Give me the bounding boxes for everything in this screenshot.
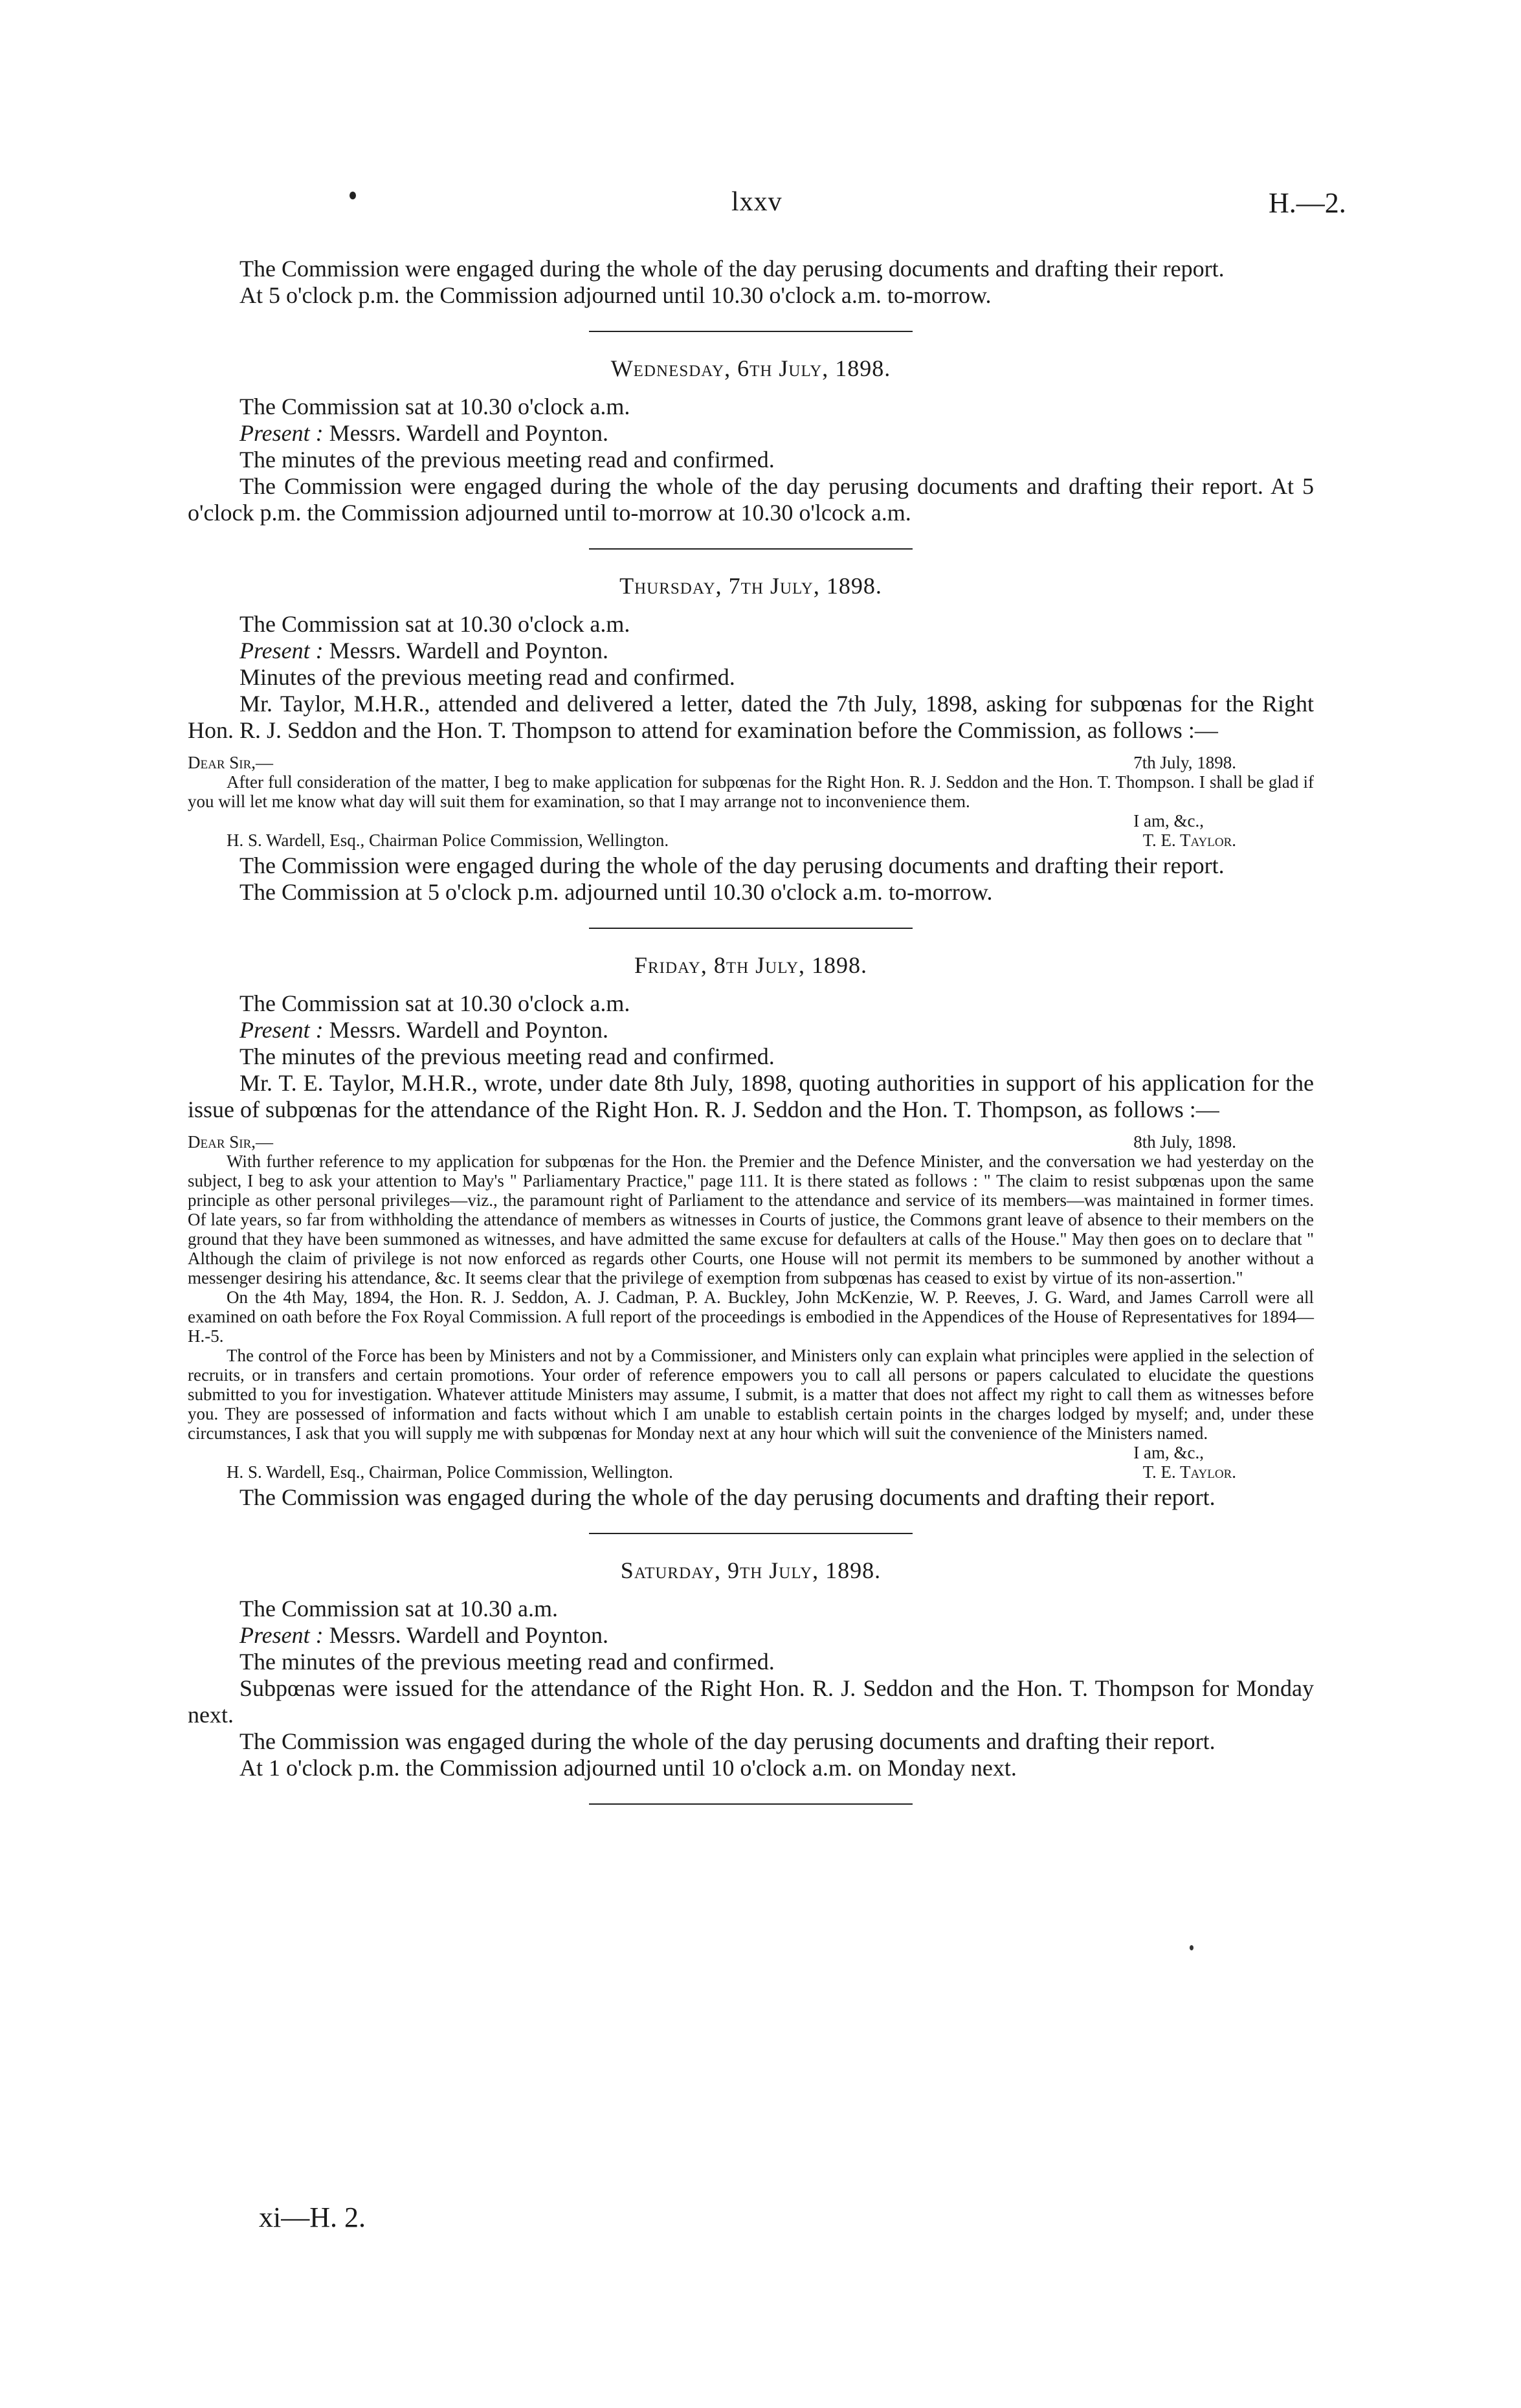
letter-header xyxy=(188,753,1314,772)
print-speck xyxy=(1190,1945,1193,1950)
letter-thursday xyxy=(188,753,1314,850)
present-label: Present : xyxy=(239,1622,324,1648)
section-divider xyxy=(589,1533,913,1534)
present-members: Messrs. Wardell and Poynton. xyxy=(329,638,609,663)
letter-date: 8th July, 1898. xyxy=(1133,1132,1236,1152)
proceedings: The Commission were engaged during the whole of the day perusing documents and drafting their report. xyxy=(239,853,1225,878)
letter-addressee: H. S. Wardell, Esq., Chairman Police Commission, Wellington. xyxy=(227,831,669,850)
day-heading-wednesday: Wednesday, 6th July, 1898. xyxy=(610,355,891,381)
letter-closing: I am, &c., xyxy=(1133,811,1204,831)
letter-signature: T. E. Taylor. xyxy=(1142,831,1236,850)
letter-signature: T. E. Taylor. xyxy=(1142,1462,1236,1482)
minutes-confirmed: Minutes of the previous meeting read and confirmed. xyxy=(239,664,735,690)
sitting-time: The Commission sat at 10.30 o'clock a.m. xyxy=(239,990,630,1016)
sitting-time: The Commission sat at 10.30 a.m. xyxy=(239,1596,558,1622)
minutes-confirmed: The minutes of the previous meeting read and confirmed. xyxy=(239,1043,775,1069)
day-heading-saturday: Saturday, 9th July, 1898. xyxy=(620,1557,882,1583)
document-reference: H.—2. xyxy=(1269,187,1346,219)
section-divider xyxy=(589,548,913,550)
present-members: Messrs. Wardell and Poynton. xyxy=(329,420,609,446)
letter-salutation: Dear Sir,— xyxy=(188,753,274,772)
adjournment: The Commission at 5 o'clock p.m. adjourned until 10.30 o'clock a.m. to-morrow. xyxy=(239,879,993,905)
present-line xyxy=(188,638,1314,664)
present-label: Present : xyxy=(239,638,324,663)
present-line xyxy=(188,1622,1314,1649)
intro-paragraph: The Commission were engaged during the whole of the day perusing documents and drafting their report. xyxy=(239,256,1225,282)
letter-body: After full consideration of the matter, I beg to make application for subpœnas for the Right Hon. R. J. Seddon and the Hon. T. Thompson. I shall be glad if you will let me know what day will suit them for examination, so that I may arrange not to inconvenience them. xyxy=(188,772,1314,811)
adjournment: At 1 o'clock p.m. the Commission adjourned until 10 o'clock a.m. on Monday next. xyxy=(239,1755,1017,1781)
letter-friday xyxy=(188,1132,1314,1482)
proceedings: Mr. T. E. Taylor, M.H.R., wrote, under date 8th July, 1898, quoting authorities in support of his application for the issue of subpœnas for the attendance of the Right Hon. R. J. Seddon and the Hon. T. Thompson, as follows :— xyxy=(188,1070,1314,1122)
present-line xyxy=(188,420,1314,447)
subpoenas-issued: Subpœnas were issued for the attendance of the Right Hon. R. J. Seddon and the Hon. T. Thompson for Monday next. xyxy=(188,1675,1314,1728)
intro-adjourn: At 5 o'clock p.m. the Commission adjourned until 10.30 o'clock a.m. to-morrow. xyxy=(239,282,992,308)
present-label: Present : xyxy=(239,420,324,446)
letter-body-paragraph: The control of the Force has been by Ministers and not by a Commissioner, and Ministers only can explain what principles were applied in the selection of recruits, or in transfers and certain promotions. Your order of reference empowers you to call all persons or papers calculated to elucidate the questions submitted to you for investigation. Whatever attitude Ministers may assume, I submit, is a matter that does not affect my right to call them as witnesses before you. They are possessed of information and facts without which I am unable to establish certain points in the charges lodged by myself; and, under these circumstances, I ask that you will supply me with subpœnas for Monday next at any hour which will suit the convenience of the Ministers named. xyxy=(188,1346,1314,1443)
signature-mark: xi—H. 2. xyxy=(259,2202,366,2233)
letter-salutation: Dear Sir,— xyxy=(188,1132,274,1152)
letter-body-paragraph: With further reference to my application for subpœnas for the Hon. the Premier and the Defence Minister, and the conversation we had yesterday on the subject, I beg to ask your attention to May's " Parliamentary Practice," page 111. It is there stated as follows : " The claim to resist subpœnas upon the same principle as other personal privileges—viz., the paramount right of Parliament to the attendance and service of its members—was maintained in former times. Of late years, so far from withholding the attendance of members as witnesses in Courts of justice, the Commons grant leave of absence to their members on the ground that they have been summoned as witnesses, and have admitted the same excuse for defaulters at calls of the House." May then goes on to declare that " Although the claim of privilege is not now enforced as regards other Courts, one House will not permit its members to be summoned by another without a messenger desiring his attendance, &c. It seems clear that the privilege of exemption from subpœnas has ceased to exist by virtue of its non-assertion." xyxy=(188,1152,1314,1288)
proceedings: The Commission were engaged during the whole of the day perusing documents and drafting their report. At 5 o'clock p.m. the Commission adjourned until to-morrow at 10.30 o'lcock a.m. xyxy=(188,473,1314,526)
day-heading-friday: Friday, 8th July, 1898. xyxy=(634,952,868,978)
letter-body-paragraph: On the 4th May, 1894, the Hon. R. J. Seddon, A. J. Cadman, P. A. Buckley, John McKenzie, W. P. Reeves, J. G. Ward, and James Carroll were all examined on oath before the Fox Royal Commission. A full report of the proceedings is embodied in the Appendices of the House of Representatives for 1894—H.-5. xyxy=(188,1288,1314,1346)
proceedings: The Commission was engaged during the whole of the day perusing documents and drafting their report. xyxy=(239,1728,1216,1754)
minutes-confirmed: The minutes of the previous meeting read and confirmed. xyxy=(239,1649,775,1675)
letter-header xyxy=(188,1132,1314,1152)
proceedings: The Commission was engaged during the whole of the day perusing documents and drafting their report. xyxy=(239,1484,1216,1510)
page-number: lxxv xyxy=(731,187,783,217)
print-speck xyxy=(350,192,356,199)
present-members: Messrs. Wardell and Poynton. xyxy=(329,1017,609,1043)
document-body xyxy=(188,256,1314,1828)
letter-signoff xyxy=(188,831,1314,850)
present-label: Present : xyxy=(239,1017,324,1043)
minutes-confirmed: The minutes of the previous meeting read and confirmed. xyxy=(239,447,775,473)
sitting-time: The Commission sat at 10.30 o'clock a.m. xyxy=(239,611,630,637)
proceedings: Mr. Taylor, M.H.R., attended and delivered a letter, dated the 7th July, 1898, asking for subpœnas for the Right Hon. R. J. Seddon and the Hon. T. Thompson to attend for examination before the Commission, as follows :— xyxy=(188,691,1314,743)
present-line xyxy=(188,1017,1314,1043)
letter-addressee: H. S. Wardell, Esq., Chairman, Police Commission, Wellington. xyxy=(227,1462,673,1482)
section-divider xyxy=(589,331,913,332)
section-divider xyxy=(589,928,913,929)
letter-signoff xyxy=(188,1462,1314,1482)
day-heading-thursday: Thursday, 7th July, 1898. xyxy=(619,573,882,599)
letter-closing: I am, &c., xyxy=(1133,1443,1204,1462)
letter-date: 7th July, 1898. xyxy=(1133,753,1236,772)
present-members: Messrs. Wardell and Poynton. xyxy=(329,1622,609,1648)
sitting-time: The Commission sat at 10.30 o'clock a.m. xyxy=(239,394,630,419)
section-divider xyxy=(589,1803,913,1805)
